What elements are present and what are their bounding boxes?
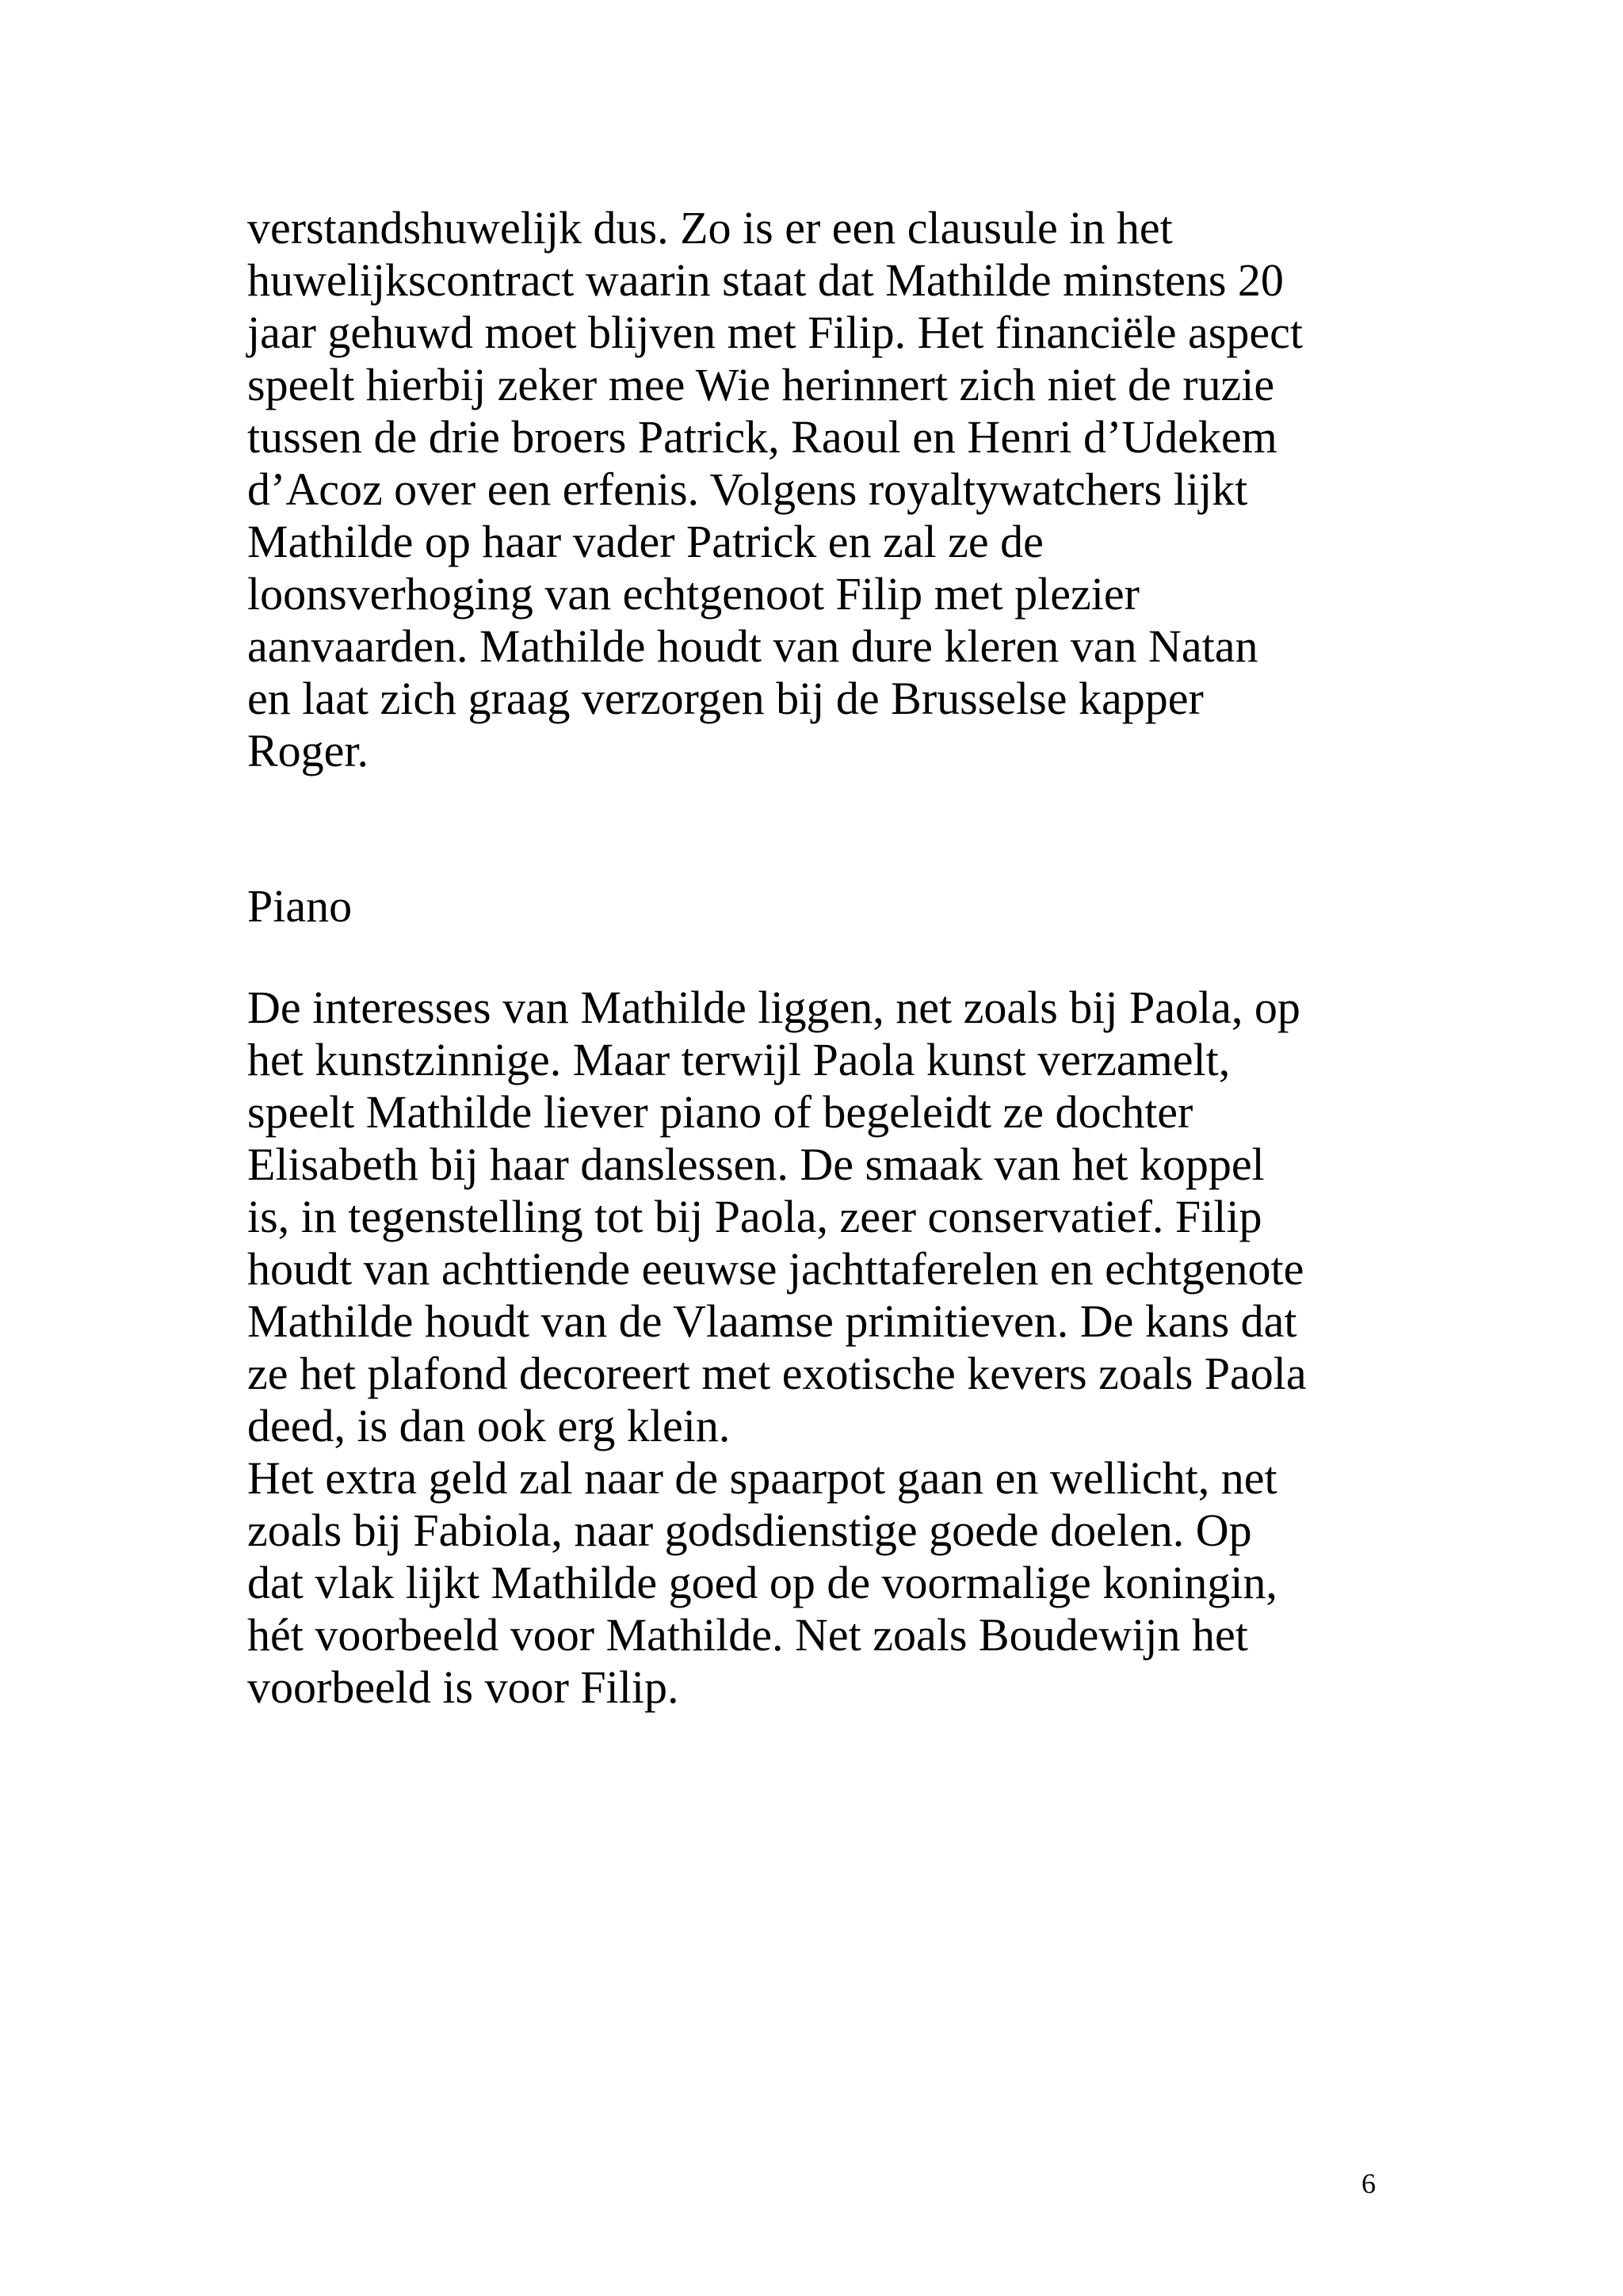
text-line: deed, is dan ook erg klein. [247,1400,731,1451]
text-line: Het extra geld zal naar de spaarpot gaan en wellicht, net [247,1452,1277,1504]
text-line: Mathilde houdt van de Vlaamse primitieven. De kans dat [247,1295,1297,1347]
text-line: huwelijkscontract waarin staat dat Mathilde minstens 20 [247,254,1284,306]
text-line: is, in tegenstelling tot bij Paola, zeer conservatief. Filip [247,1191,1262,1242]
text-line: aanvaarden. Mathilde houdt van dure kleren van Natan [247,620,1258,672]
text-line: speelt hierbij zeker mee Wie herinnert zich niet de ruzie [247,359,1275,410]
text-line: De interesses van Mathilde liggen, net zoals bij Paola, op [247,982,1300,1033]
text-line: loonsverhoging van echtgenoot Filip met plezier [247,568,1140,620]
text-line: dat vlak lijkt Mathilde goed op de voormalige koningin, [247,1557,1277,1608]
text-line: en laat zich graag verzorgen bij de Brusselse kapper [247,673,1204,724]
text-line: hét voorbeeld voor Mathilde. Net zoals Boudewijn het [247,1609,1248,1661]
text-line: Mathilde op haar vader Patrick en zal ze de [247,516,1044,567]
text-line: d’Acoz over een erfenis. Volgens royaltywatchers lijkt [247,463,1248,515]
text-line: het kunstzinnige. Maar terwijl Paola kunst verzamelt, [247,1034,1231,1085]
text-line: speelt Mathilde liever piano of begeleidt ze dochter [247,1086,1193,1138]
text-line: Elisabeth bij haar danslessen. De smaak van het koppel [247,1138,1265,1190]
text-line: Roger. [247,725,369,776]
text-line: tussen de drie broers Patrick, Raoul en Henri d’Udekem [247,411,1277,463]
page-number: 6 [1361,2168,1376,2199]
text-line: ze het plafond decoreert met exotische kevers zoals Paola [247,1348,1307,1399]
text-line: voorbeeld is voor Filip. [247,1661,679,1713]
section-heading: Piano [247,880,353,932]
text-line: zoals bij Fabiola, naar godsdienstige goede doelen. Op [247,1505,1252,1556]
text-line: jaar gehuwd moet blijven met Filip. Het financiële aspect [247,307,1303,358]
text-line: verstandshuwelijk dus. Zo is er een clausule in het [247,202,1173,254]
text-line: houdt van achttiende eeuwse jachttaferelen en echtgenote [247,1243,1304,1295]
